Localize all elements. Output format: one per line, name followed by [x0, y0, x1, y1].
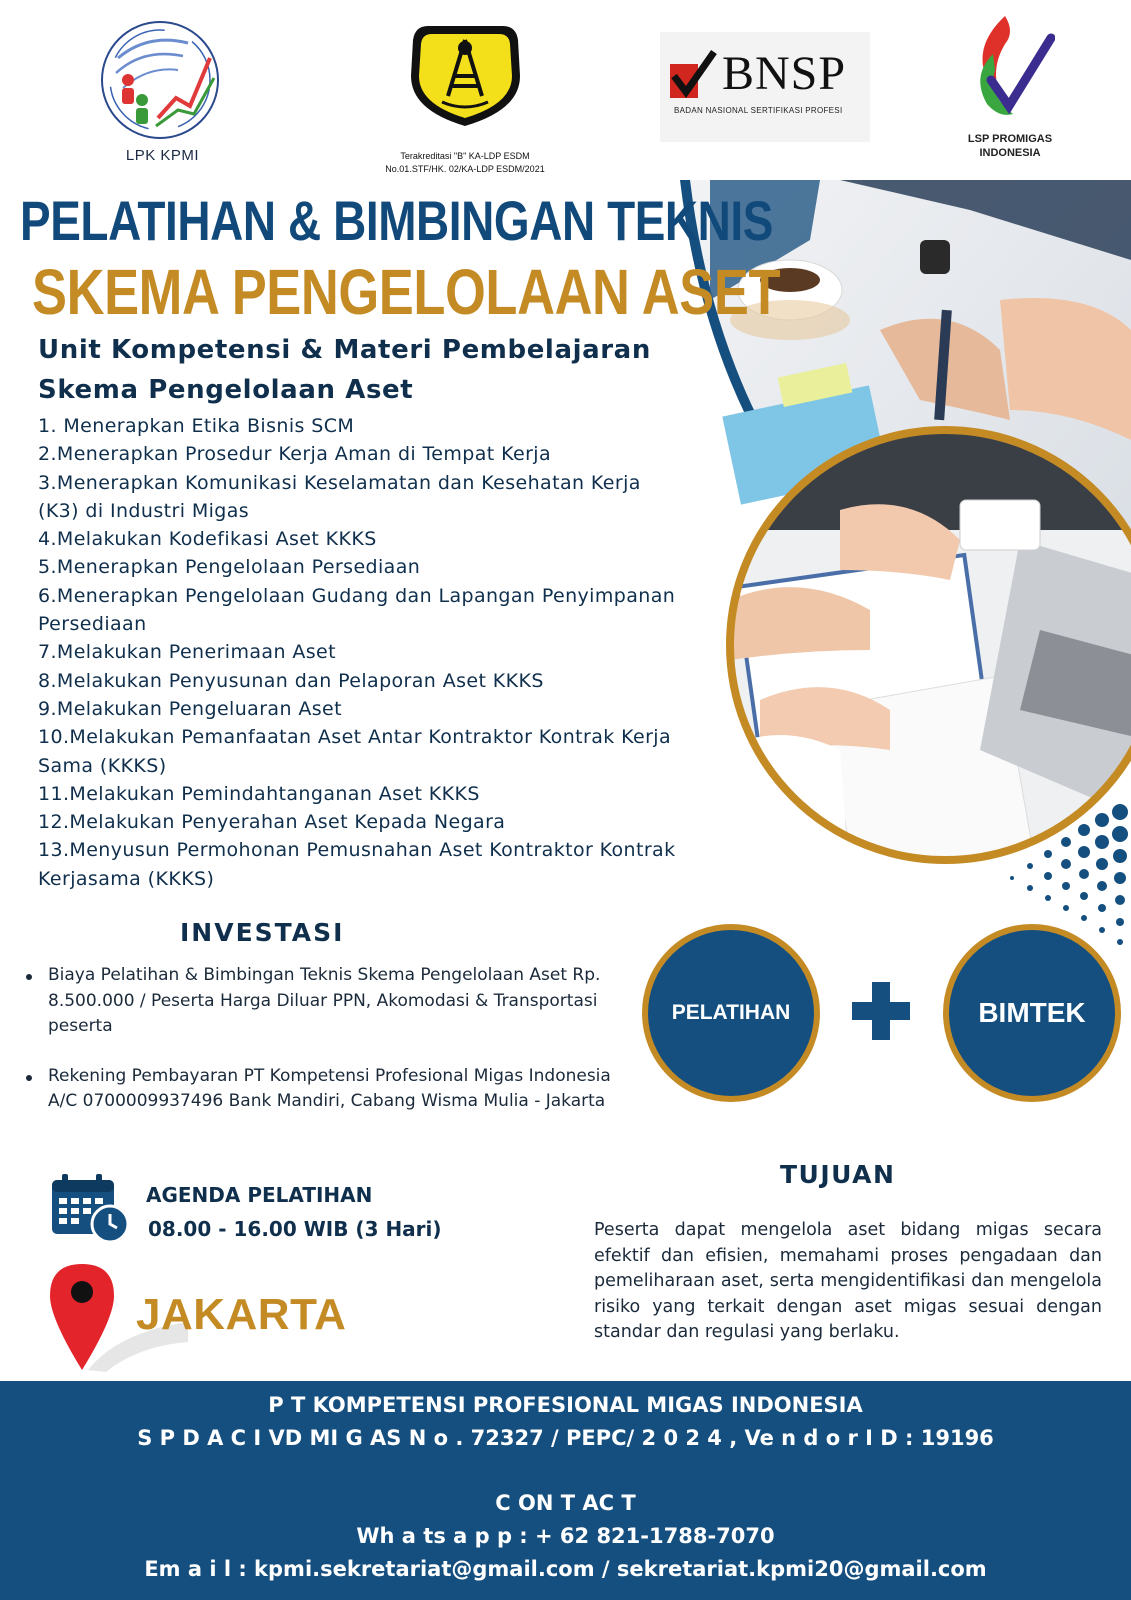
competency-unit: 4.Melakukan Kodefikasi Aset KKKS: [38, 528, 377, 551]
footer-whatsapp: Wh a ts a p p : + 62 821-1788-7070: [356, 1524, 775, 1548]
competency-unit: 11.Melakukan Pemindahtanganan Aset KKKS: [38, 782, 480, 805]
competency-unit: 1. Menerapkan Etika Bisnis SCM: [38, 415, 355, 437]
lsp-promigas-logo: [955, 14, 1065, 164]
competency-unit: 10.Melakukan Pemanfaatan Aset Antar Kontraktor Kontrak Kerja Sama (KKKS): [38, 726, 672, 777]
footer-spda: S P D A C I VD MI G AS N o . 72327 / PEPC/ 2 0 2 4 , Ve n d o r I D : 19196: [137, 1426, 994, 1450]
tujuan-heading: TUJUAN: [780, 1160, 896, 1189]
bimtek-badge: BIMTEK: [943, 924, 1121, 1102]
competency-unit-list: [38, 412, 688, 893]
lsp-flame-check-icon: [965, 14, 1055, 124]
bnsp-logo: [660, 32, 870, 142]
bnsp-subtitle: BADAN NASIONAL SERTIFIKASI PROFESI: [674, 106, 843, 115]
investasi-list: [48, 963, 623, 1139]
competency-unit: 7.Melakukan Penerimaan Aset: [38, 641, 336, 664]
esdm-logo: [370, 18, 560, 174]
lpk-kpmi-logo: [95, 18, 230, 173]
pelatihan-badge: PELATIHAN: [642, 924, 820, 1102]
footer-contact-title: C ON T AC T: [495, 1491, 636, 1515]
investasi-item-account: Rekening Pembayaran PT Kompetensi Profesional Migas Indonesia A/C 0700009937496 Bank Mandiri, Cabang Wisma Mulia - Jakarta: [48, 1064, 623, 1115]
footer-contact-band: [0, 1381, 1131, 1600]
footer-email: Em a i l : kpmi.sekretariat@gmail.com / sekretariat.kpmi20@gmail.com: [144, 1557, 987, 1581]
units-heading-line-1: Unit Kompetensi & Materi Pembelajaran: [38, 335, 651, 365]
scheme-title: SKEMA PENGELOLAAN ASET: [32, 256, 781, 328]
competency-unit: 9.Melakukan Pengeluaran Aset: [38, 697, 342, 720]
main-title: PELATIHAN & BIMBINGAN TEKNIS: [20, 189, 774, 252]
agenda-title: AGENDA PELATIHAN: [146, 1183, 373, 1207]
competency-unit: 3.Menerapkan Komunikasi Keselamatan dan Kesehatan Kerja (K3) di Industri Migas: [38, 471, 641, 522]
investasi-heading: INVESTASI: [180, 918, 345, 947]
location-city: JAKARTA: [136, 1290, 347, 1339]
accreditation-line-2: No.01.STF/HK. 02/KA-LDP ESDM/2021: [385, 164, 545, 174]
lsp-caption-2: INDONESIA: [979, 147, 1041, 159]
bnsp-mark-icon: [668, 46, 720, 106]
kpmi-emblem-icon: [98, 18, 228, 143]
competency-unit: 5.Menerapkan Pengelolaan Persediaan: [38, 556, 421, 579]
competency-unit: 12.Melakukan Penyerahan Aset Kepada Negara: [38, 811, 506, 834]
lsp-caption-1: LSP PROMIGAS: [967, 133, 1053, 145]
competency-unit: 8.Melakukan Penyusunan dan Pelaporan Aset KKKS: [38, 669, 544, 692]
competency-unit: 2.Menerapkan Prosedur Kerja Aman di Tempat Kerja: [38, 443, 552, 466]
units-heading: [38, 330, 678, 410]
calendar-clock-icon: [50, 1172, 132, 1244]
competency-unit: 13.Menyusun Permohonan Pemusnahan Aset Kontraktor Kontrak Kerjasama (KKKS): [38, 839, 676, 890]
accreditation-line-1: Terakreditasi "B" KA-LDP ESDM: [400, 151, 530, 161]
tujuan-description: Peserta dapat mengelola aset bidang migas secara efektif dan efisien, memahami proses pengadaan dan pemeliharaan aset, serta mengidentifikasi dan mengelola risiko yang terkait dengan aset migas sesuai dengan standar dan regulasi yang berlaku.: [594, 1220, 1102, 1342]
units-heading-line-2: Skema Pengelolaan Aset: [38, 375, 414, 405]
plus-icon: [852, 982, 910, 1040]
competency-unit: 6.Menerapkan Pengelolaan Gudang dan Lapangan Penyimpanan Persediaan: [38, 584, 676, 636]
agenda-time: 08.00 - 16.00 WIB (3 Hari): [148, 1217, 442, 1241]
kpmi-caption: LPK KPMI: [125, 147, 200, 164]
footer-company: P T KOMPETENSI PROFESIONAL MIGAS INDONESIA: [268, 1393, 863, 1417]
investasi-item-cost: Biaya Pelatihan & Bimbingan Teknis Skema Pengelolaan Aset Rp. 8.500.000 / Peserta Harga Diluar PPN, Akomodasi & Transportasi peserta: [48, 963, 623, 1040]
esdm-seal-icon: [408, 18, 523, 130]
bnsp-wordmark: BNSP: [722, 47, 847, 100]
